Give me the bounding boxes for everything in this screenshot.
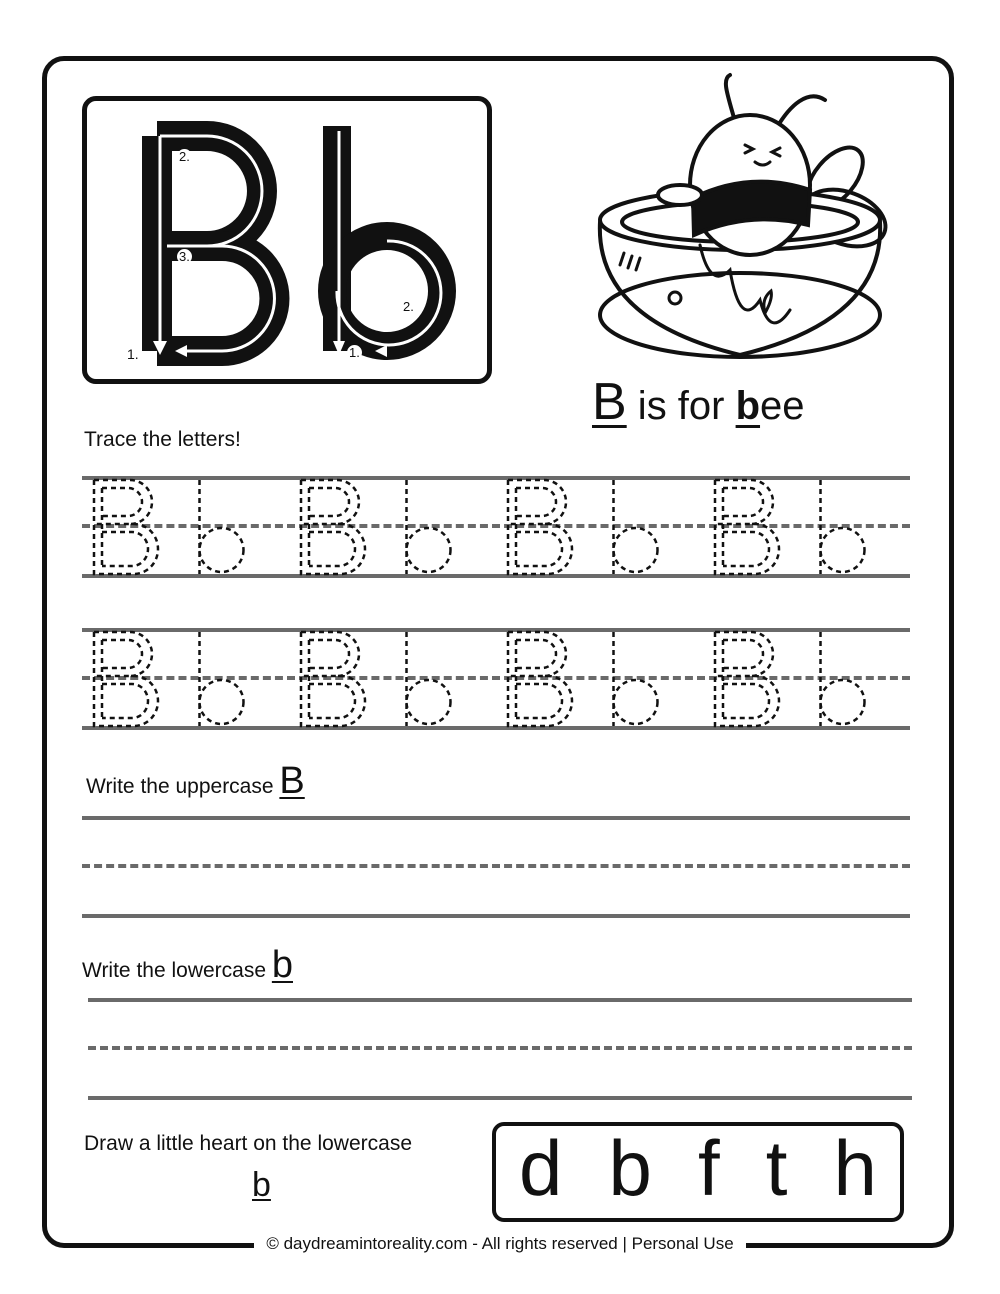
trace-letters — [82, 628, 910, 732]
choice-letter[interactable]: d — [519, 1124, 563, 1212]
write-uppercase-text: Write the uppercase — [86, 775, 280, 798]
trace-letter-B[interactable] — [94, 632, 158, 726]
caption-word-bold: b — [735, 384, 761, 428]
write-lowercase-letter: b — [271, 944, 293, 986]
heart-instruction: Draw a little heart on the lowercase — [84, 1132, 412, 1155]
trace-letter-B[interactable] — [508, 480, 572, 574]
trace-letter-B[interactable] — [508, 632, 572, 726]
heart-letter: b — [252, 1166, 271, 1204]
stroke-label: 2. — [403, 299, 414, 314]
write-lowercase-text: Write the lowercase — [82, 959, 272, 982]
stroke-label: 3. — [179, 249, 190, 264]
trace-letter-B[interactable] — [301, 480, 365, 574]
letter-stroke-guide — [87, 101, 487, 379]
trace-letter-b[interactable] — [200, 480, 244, 574]
trace-letters — [82, 476, 910, 580]
caption-letter: B — [592, 373, 627, 431]
write-lowercase-label — [82, 944, 293, 987]
bee-honey-pot-illustration — [590, 70, 890, 360]
trace-row — [82, 628, 910, 732]
trace-letter-b[interactable] — [407, 632, 451, 726]
trace-letter-B[interactable] — [715, 632, 779, 726]
trace-instruction: Trace the letters! — [84, 428, 241, 451]
caption-word-rest: ee — [760, 384, 805, 428]
footer-text: © daydreamintoreality.com - All rights reserved | Personal Use — [254, 1234, 745, 1253]
choice-letter[interactable]: b — [608, 1124, 652, 1212]
write-uppercase-label — [86, 760, 305, 803]
choice-letter[interactable]: h — [833, 1124, 877, 1212]
caption-middle: is for — [626, 384, 736, 428]
trace-letter-b[interactable] — [407, 480, 451, 574]
trace-letter-B[interactable] — [715, 480, 779, 574]
trace-letter-b[interactable] — [821, 632, 865, 726]
writing-lines-uppercase[interactable] — [82, 816, 910, 920]
stroke-label: 2. — [179, 149, 190, 164]
stroke-label: 1. — [349, 345, 360, 360]
letter-caption — [592, 372, 805, 432]
choice-letter[interactable]: f — [698, 1124, 720, 1212]
hero-letter-box — [82, 96, 492, 384]
trace-letter-b[interactable] — [821, 480, 865, 574]
stroke-label: 1. — [127, 346, 139, 362]
letter-choices-box — [492, 1122, 904, 1222]
trace-row — [82, 476, 910, 580]
write-uppercase-letter: B — [279, 760, 305, 802]
footer — [0, 1234, 1000, 1254]
trace-letter-b[interactable] — [614, 632, 658, 726]
writing-lines-lowercase[interactable] — [88, 998, 912, 1102]
trace-letter-b[interactable] — [614, 480, 658, 574]
trace-letter-b[interactable] — [200, 632, 244, 726]
trace-letter-B[interactable] — [94, 480, 158, 574]
trace-letter-B[interactable] — [301, 632, 365, 726]
choice-letter[interactable]: t — [765, 1124, 788, 1212]
